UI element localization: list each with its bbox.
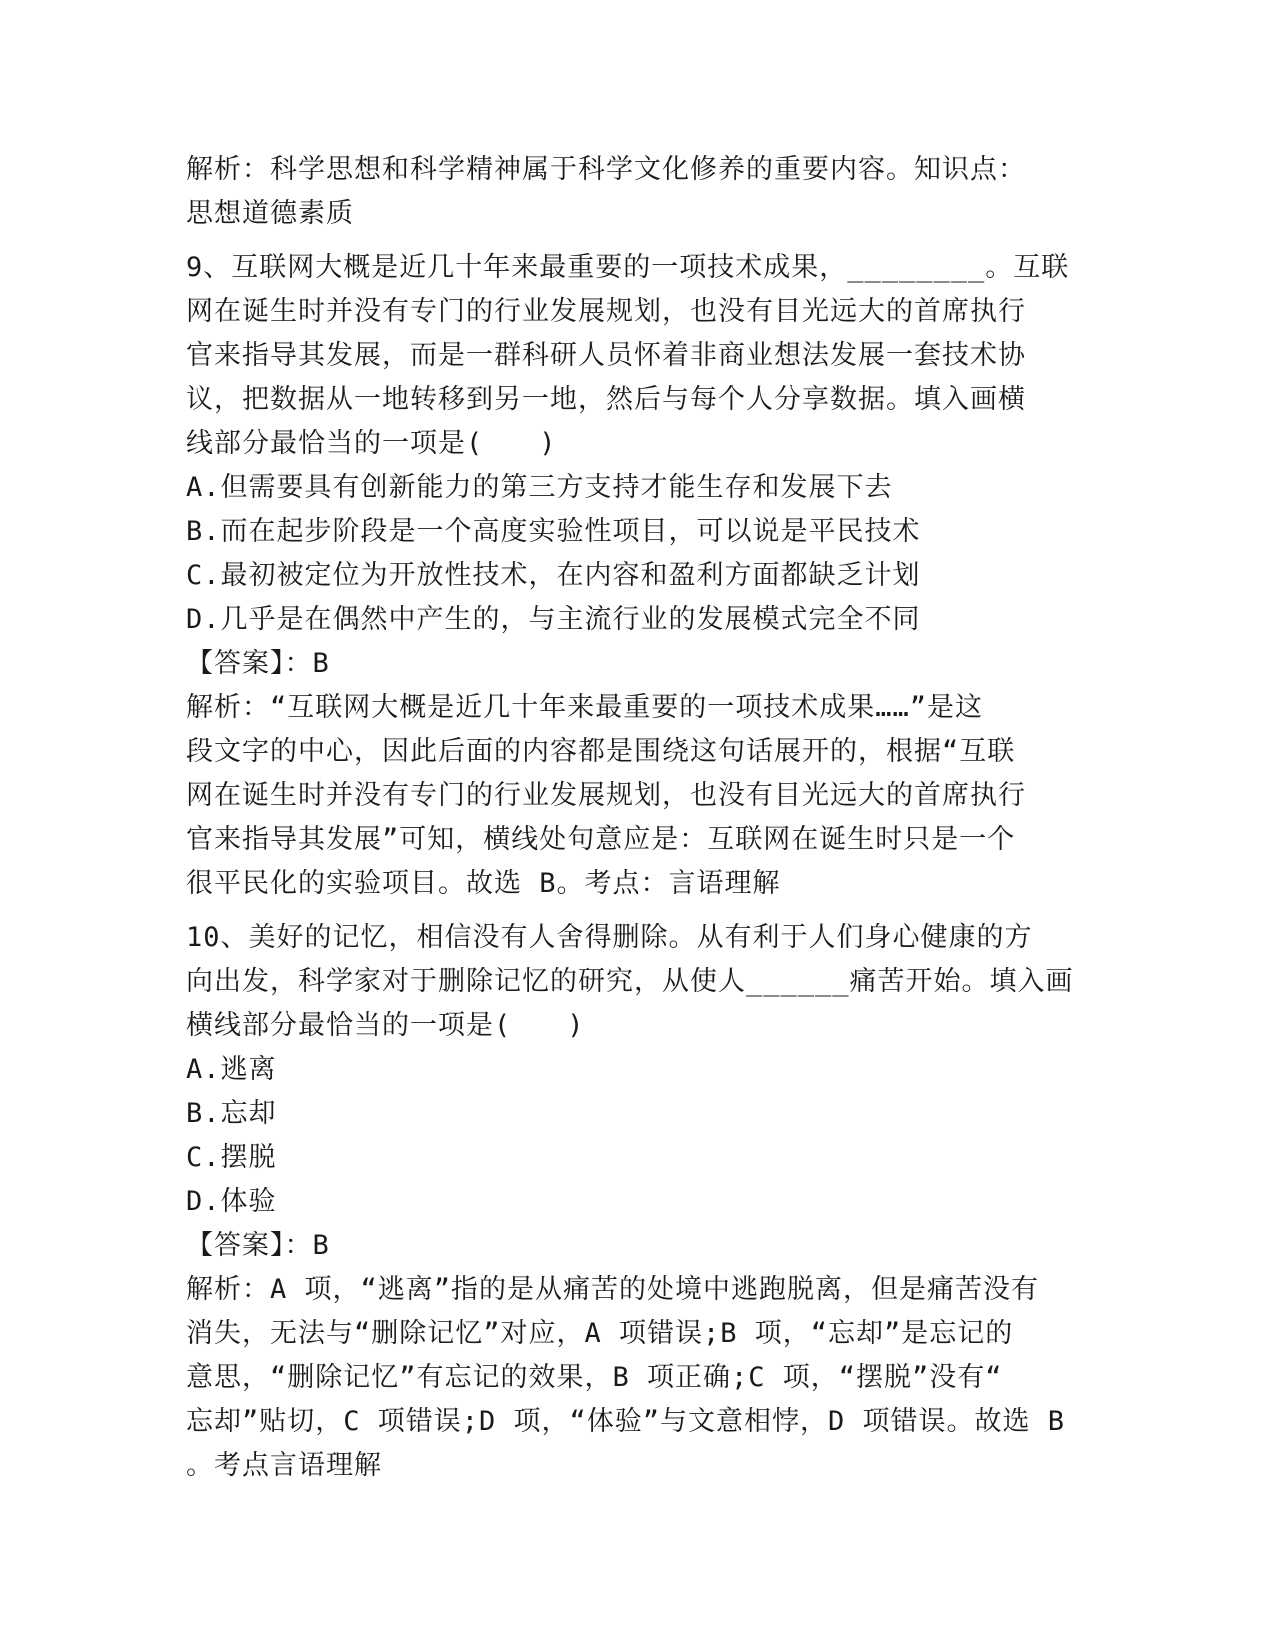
stem-line: 10、美好的记忆，相信没有人舍得删除。从有利于人们身心健康的方 bbox=[186, 922, 1033, 953]
stem-line: 网在诞生时并没有专门的行业发展规划，也没有目光远大的首席执行 bbox=[186, 296, 1026, 327]
stem-line: 官来指导其发展，而是一群科研人员怀着非商业想法发展一套技术协 bbox=[186, 340, 1026, 371]
document-page bbox=[186, 148, 1074, 1488]
question-stem bbox=[186, 246, 1070, 466]
stem-line: 线部分最恰当的一项是( ) bbox=[186, 428, 557, 459]
question-stem bbox=[186, 916, 1074, 1048]
option-d: D.几乎是在偶然中产生的，与主流行业的发展模式完全不同 bbox=[186, 604, 921, 635]
analysis-line: 解析：A 项，“逃离”指的是从痛苦的处境中逃跑脱离，但是痛苦没有 bbox=[186, 1274, 1040, 1305]
q8-analysis bbox=[186, 148, 1066, 236]
option-c: C.最初被定位为开放性技术，在内容和盈利方面都缺乏计划 bbox=[186, 560, 921, 591]
stem-line: 横线部分最恰当的一项是( ) bbox=[186, 1010, 585, 1041]
option-b: B.忘却 bbox=[186, 1098, 277, 1129]
analysis-line: 官来指导其发展”可知，横线处句意应是：互联网在诞生时只是一个 bbox=[186, 824, 1016, 855]
analysis-line: 思想道德素质 bbox=[186, 198, 354, 229]
option-d: D.体验 bbox=[186, 1186, 277, 1217]
analysis-line: 。考点言语理解 bbox=[186, 1450, 382, 1481]
option-a: A.逃离 bbox=[186, 1054, 277, 1085]
option-c: C.摆脱 bbox=[186, 1142, 277, 1173]
analysis-line: 解析：“互联网大概是近几十年来最重要的一项技术成果……”是这 bbox=[186, 692, 984, 723]
analysis-line: 意思，“删除记忆”有忘记的效果，B 项正确;C 项，“摆脱”没有“ bbox=[186, 1362, 1003, 1393]
answer-line: 【答案】：B bbox=[186, 1230, 330, 1261]
question-options bbox=[186, 1048, 1066, 1224]
stem-line: 议，把数据从一地转移到另一地，然后与每个人分享数据。填入画横 bbox=[186, 384, 1026, 415]
analysis-line: 很平民化的实验项目。故选 B。考点：言语理解 bbox=[186, 868, 781, 899]
stem-line: 向出发，科学家对于删除记忆的研究，从使人______痛苦开始。填入画 bbox=[186, 966, 1074, 997]
stem-line: 9、互联网大概是近几十年来最重要的一项技术成果，________。互联 bbox=[186, 252, 1070, 283]
question-9 bbox=[186, 246, 1070, 906]
question-analysis bbox=[186, 1268, 1066, 1488]
analysis-line: 消失，无法与“删除记忆”对应，A 项错误;B 项，“忘却”是忘记的 bbox=[186, 1318, 1014, 1349]
analysis-line: 段文字的中心，因此后面的内容都是围绕这句话展开的，根据“互联 bbox=[186, 736, 1016, 767]
question-analysis bbox=[186, 686, 1066, 906]
analysis-line: 忘却”贴切，C 项错误;D 项，“体验”与文意相悖，D 项错误。故选 B bbox=[186, 1406, 1066, 1437]
option-a: A.但需要具有创新能力的第三方支持才能生存和发展下去 bbox=[186, 472, 893, 503]
question-10 bbox=[186, 916, 1074, 1488]
analysis-line: 解析：科学思想和科学精神属于科学文化修养的重要内容。知识点： bbox=[186, 154, 1026, 185]
analysis-line: 网在诞生时并没有专门的行业发展规划，也没有目光远大的首席执行 bbox=[186, 780, 1026, 811]
question-options bbox=[186, 466, 1066, 642]
answer-line: 【答案】：B bbox=[186, 648, 330, 679]
option-b: B.而在起步阶段是一个高度实验性项目，可以说是平民技术 bbox=[186, 516, 921, 547]
